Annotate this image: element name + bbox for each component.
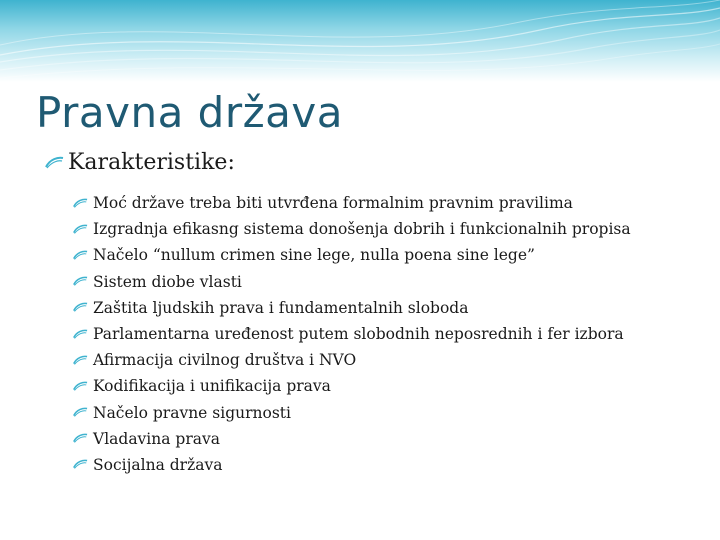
swoosh-bullet-icon [72, 276, 88, 287]
list-item-text: Afirmacija civilnog društva i NVO [93, 351, 357, 370]
list-item-text: Socijalna država [93, 455, 223, 474]
list-item-text: Moć države treba biti utvrđena formalnim pravnim pravilima [93, 194, 573, 213]
swoosh-bullet-icon [72, 198, 88, 209]
section-heading-row [44, 150, 235, 175]
list-item [72, 426, 631, 452]
list-item-text: Kodifikacija i unifikacija prava [93, 377, 331, 396]
swoosh-bullet-icon [72, 224, 88, 235]
characteristics-list [72, 190, 631, 478]
swoosh-bullet-icon [72, 381, 88, 392]
list-item [72, 400, 631, 426]
slide-title: Pravna država [36, 88, 343, 137]
wave-lines-decoration [0, 0, 720, 82]
list-item [72, 242, 631, 268]
list-item-text: Vladavina prava [93, 429, 220, 448]
list-item [72, 373, 631, 399]
swoosh-bullet-icon [72, 250, 88, 261]
header-decoration [0, 0, 720, 82]
swoosh-bullet-icon [72, 329, 88, 340]
list-item [72, 216, 631, 242]
swoosh-bullet-icon [72, 459, 88, 470]
list-item [72, 347, 631, 373]
list-item [72, 190, 631, 216]
list-item [72, 295, 631, 321]
swoosh-bullet-icon [72, 302, 88, 313]
section-heading: Karakteristike: [68, 150, 235, 175]
list-item [72, 452, 631, 478]
list-item-text: Izgradnja efikasng sistema donošenja dobrih i funkcionalnih propisa [93, 220, 631, 239]
list-item-text: Načelo pravne sigurnosti [93, 403, 291, 422]
swoosh-bullet-icon [44, 156, 64, 170]
list-item-text: Zaštita ljudskih prava i fundamentalnih sloboda [93, 298, 469, 317]
list-item [72, 321, 631, 347]
swoosh-bullet-icon [72, 407, 88, 418]
swoosh-bullet-icon [72, 433, 88, 444]
swoosh-bullet-icon [72, 355, 88, 366]
list-item-text: Načelo “nullum crimen sine lege, nulla poena sine lege” [93, 246, 535, 265]
list-item [72, 269, 631, 295]
list-item-text: Parlamentarna uređenost putem slobodnih neposrednih i fer izbora [93, 325, 624, 344]
list-item-text: Sistem diobe vlasti [93, 272, 242, 291]
